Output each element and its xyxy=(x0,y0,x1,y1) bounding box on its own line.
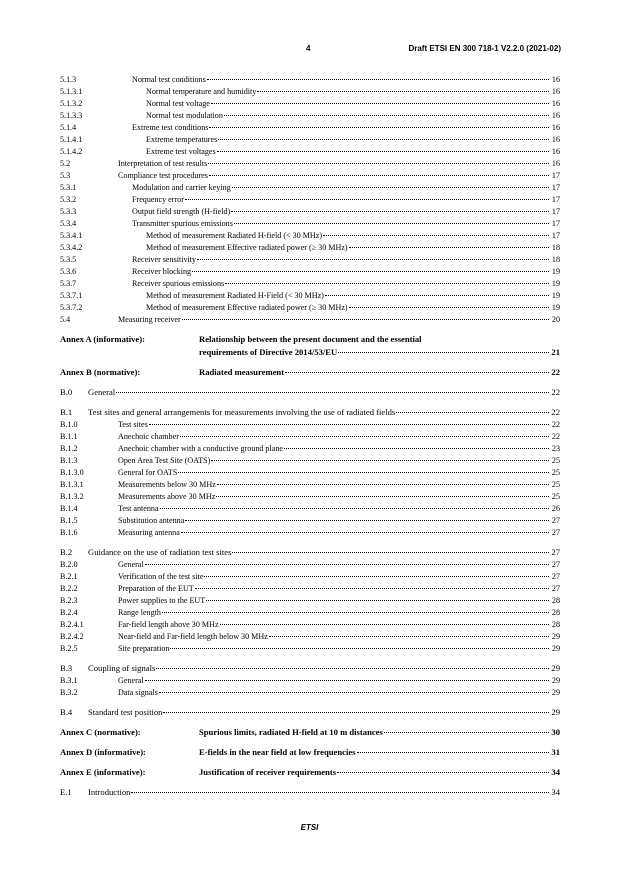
entry-title: Extreme temperatures xyxy=(146,135,218,144)
entry-title: Method of measurement Radiated H-field (< 30 MHz) xyxy=(146,231,323,240)
toc-entry-b2[interactable] xyxy=(60,546,560,559)
entry-title: Normal test conditions xyxy=(132,75,206,84)
entry-number: B.2.3 xyxy=(60,596,78,605)
toc-entry[interactable] xyxy=(60,242,560,254)
annex-c-page: 30 xyxy=(551,727,560,737)
entry-title: Frequency error xyxy=(132,195,184,204)
entry-number: 5.3.7.2 xyxy=(60,303,83,312)
entry-page: 25 xyxy=(551,480,560,489)
dot-leader xyxy=(206,600,549,601)
toc-entry[interactable] xyxy=(60,515,560,527)
entry-page: 17 xyxy=(551,207,560,216)
entry-title: Anechoic chamber with a conductive ground plane xyxy=(118,444,283,453)
toc-entry[interactable] xyxy=(60,583,560,595)
dot-leader xyxy=(149,424,549,425)
entry-page: 16 xyxy=(551,147,560,156)
entry-number: B.2.5 xyxy=(60,644,78,653)
entry-title: Method of measurement Radiated H-Field (< 30 MHz) xyxy=(146,291,324,300)
toc-entry[interactable] xyxy=(60,302,560,314)
entry-title: Range length xyxy=(118,608,161,617)
toc-annex-b[interactable] xyxy=(60,366,560,379)
entry-page: 29 xyxy=(551,707,560,717)
entry-page: 25 xyxy=(551,468,560,477)
entry-page: 29 xyxy=(551,688,560,697)
entry-number: B.2.4 xyxy=(60,608,78,617)
entry-page: 29 xyxy=(551,632,560,641)
entry-number: 5.3.4 xyxy=(60,219,77,228)
dot-leader xyxy=(257,91,549,92)
entry-title: Test antenna xyxy=(118,504,159,513)
annex-c-title: Spurious limits, radiated H-field at 10 m distances xyxy=(199,727,383,737)
toc-entry[interactable] xyxy=(60,206,560,218)
annex-a-title-line1: Relationship between the present document and the essential xyxy=(199,334,422,344)
entry-number: B.1.5 xyxy=(60,516,78,525)
dot-leader xyxy=(325,295,549,296)
toc-entry[interactable] xyxy=(60,687,560,699)
entry-page: 16 xyxy=(551,87,560,96)
toc-entry-b4[interactable] xyxy=(60,706,560,719)
entry-number: 5.1.3.2 xyxy=(60,99,83,108)
entry-number: B.1.4 xyxy=(60,504,78,513)
dot-leader xyxy=(163,712,549,713)
dot-leader xyxy=(208,163,549,164)
entry-page: 22 xyxy=(551,407,560,417)
dot-leader xyxy=(145,564,549,565)
entry-number: B.2.4.1 xyxy=(60,620,84,629)
dot-leader xyxy=(204,576,549,577)
toc-entry[interactable] xyxy=(60,607,560,619)
entry-page: 16 xyxy=(551,75,560,84)
dot-leader xyxy=(156,668,549,669)
toc-entry[interactable] xyxy=(60,98,560,110)
dot-leader xyxy=(225,283,549,284)
entry-number: 5.1.3.1 xyxy=(60,87,83,96)
entry-title: Guidance on the use of radiation test sites xyxy=(88,547,232,557)
entry-title: Test sites xyxy=(118,420,148,429)
entry-number: 5.2 xyxy=(60,159,71,168)
toc-entry[interactable] xyxy=(60,467,560,479)
entry-title: Extreme test voltages xyxy=(146,147,216,156)
toc-entry[interactable] xyxy=(60,218,560,230)
entry-page: 25 xyxy=(551,456,560,465)
entry-number: 5.3.4.1 xyxy=(60,231,83,240)
entry-number: B.4 xyxy=(60,707,73,717)
dot-leader xyxy=(232,187,549,188)
entry-number: 5.3.2 xyxy=(60,195,77,204)
entry-title: Modulation and carrier keying xyxy=(132,183,231,192)
toc-entry[interactable] xyxy=(60,527,560,539)
entry-page: 17 xyxy=(551,171,560,180)
table-of-contents xyxy=(60,74,560,799)
dot-leader xyxy=(178,472,549,473)
entry-page: 19 xyxy=(551,291,560,300)
entry-page: 20 xyxy=(551,315,560,324)
entry-title: Measurements below 30 MHz xyxy=(118,480,216,489)
entry-number: B.1.0 xyxy=(60,420,78,429)
toc-entry[interactable] xyxy=(60,86,560,98)
entry-number: 5.3 xyxy=(60,171,71,180)
entry-page: 23 xyxy=(551,444,560,453)
entry-title: Far-field length above 30 MHz xyxy=(118,620,219,629)
toc-entry[interactable] xyxy=(60,619,560,631)
entry-number: B.1.1 xyxy=(60,432,78,441)
entry-page: 16 xyxy=(551,99,560,108)
toc-entry[interactable] xyxy=(60,559,560,571)
entry-number: 5.1.4.1 xyxy=(60,135,83,144)
entry-title: Open Area Test Site (OATS) xyxy=(118,456,211,465)
annex-d-title: E-fields in the near field at low frequencies xyxy=(199,747,356,757)
toc-entry[interactable] xyxy=(60,431,560,443)
entry-title: Verification of the test site xyxy=(118,572,204,581)
dot-leader xyxy=(131,792,549,793)
toc-b1-subentries xyxy=(60,419,560,539)
entry-number: 5.1.4.2 xyxy=(60,147,83,156)
toc-entry[interactable] xyxy=(60,290,560,302)
dot-leader xyxy=(396,412,549,413)
dot-leader xyxy=(116,392,549,393)
toc-entry[interactable] xyxy=(60,110,560,122)
entry-number: B.2.4.2 xyxy=(60,632,84,641)
dot-leader xyxy=(218,139,549,140)
dot-leader xyxy=(217,484,549,485)
toc-annex-a[interactable] xyxy=(60,333,560,359)
dot-leader xyxy=(337,772,549,773)
entry-page: 17 xyxy=(551,195,560,204)
annex-c-number: Annex C (normative): xyxy=(60,727,141,737)
toc-entry[interactable] xyxy=(60,314,560,326)
entry-number: 5.3.7 xyxy=(60,279,77,288)
entry-page: 27 xyxy=(551,572,560,581)
annex-e-number: Annex E (informative): xyxy=(60,767,146,777)
entry-number: B.1.3 xyxy=(60,456,78,465)
dot-leader xyxy=(195,588,549,589)
entry-page: 16 xyxy=(551,135,560,144)
entry-page: 29 xyxy=(551,663,560,673)
annex-e-page: 34 xyxy=(551,767,560,777)
annex-a-number: Annex A (informative): xyxy=(60,334,145,344)
entry-title: Measuring antenna xyxy=(118,528,180,537)
entry-number: B.2.1 xyxy=(60,572,78,581)
entry-page: 17 xyxy=(551,231,560,240)
toc-entry[interactable] xyxy=(60,503,560,515)
entry-number: 5.1.4 xyxy=(60,123,77,132)
document-title: Draft ETSI EN 300 718-1 V2.2.0 (2021-02) xyxy=(408,44,561,53)
toc-entry[interactable] xyxy=(60,443,560,455)
toc-entry-b1[interactable] xyxy=(60,406,560,419)
entry-page: 16 xyxy=(551,159,560,168)
dot-leader xyxy=(323,235,549,236)
dot-leader xyxy=(224,115,549,116)
entry-page: 27 xyxy=(551,584,560,593)
entry-page: 19 xyxy=(551,279,560,288)
entry-number: B.1.6 xyxy=(60,528,78,537)
entry-number: B.3.2 xyxy=(60,688,78,697)
dot-leader xyxy=(180,436,549,437)
entry-page: 27 xyxy=(551,516,560,525)
annex-a-page: 21 xyxy=(551,347,560,357)
dot-leader xyxy=(234,223,549,224)
entry-title: Method of measurement Effective radiated power (≥ 30 MHz) xyxy=(146,303,348,312)
entry-number: B.1.3.1 xyxy=(60,480,84,489)
dot-leader xyxy=(160,508,549,509)
dot-leader xyxy=(211,103,549,104)
annex-d-page: 31 xyxy=(551,747,560,757)
entry-page: 22 xyxy=(551,420,560,429)
entry-page: 19 xyxy=(551,267,560,276)
entry-title: Preparation of the EUT xyxy=(118,584,194,593)
dot-leader xyxy=(197,259,549,260)
dot-leader xyxy=(269,636,549,637)
entry-number: E.1 xyxy=(60,787,72,797)
entry-title: Interpretation of test results xyxy=(118,159,208,168)
entry-number: B.1.3.0 xyxy=(60,468,84,477)
entry-page: 18 xyxy=(551,243,560,252)
entry-page: 16 xyxy=(551,123,560,132)
entry-title: Normal temperature and humidity xyxy=(146,87,257,96)
entry-title: Standard test position xyxy=(88,707,163,717)
annex-b-number: Annex B (normative): xyxy=(60,367,141,377)
annex-a-title-line2: requirements of Directive 2014/53/EU xyxy=(199,347,338,357)
toc-entry[interactable] xyxy=(60,571,560,583)
entry-number: 5.3.7.1 xyxy=(60,291,83,300)
entry-page: 34 xyxy=(551,787,560,797)
dot-leader xyxy=(170,648,549,649)
dot-leader xyxy=(185,520,549,521)
dot-leader xyxy=(231,211,549,212)
entry-number: 5.3.1 xyxy=(60,183,77,192)
entry-title: General xyxy=(88,387,116,397)
entry-page: 29 xyxy=(551,644,560,653)
dot-leader xyxy=(162,612,549,613)
annex-d-number: Annex D (informative): xyxy=(60,747,146,757)
dot-leader xyxy=(384,732,549,733)
entry-number: B.3.1 xyxy=(60,676,78,685)
entry-page: 27 xyxy=(551,560,560,569)
toc-b3-subentries xyxy=(60,675,560,699)
entry-title: Measuring receiver xyxy=(118,315,181,324)
entry-page: 28 xyxy=(551,608,560,617)
toc-entry[interactable] xyxy=(60,479,560,491)
toc-entry[interactable] xyxy=(60,182,560,194)
entry-title: Introduction xyxy=(88,787,131,797)
entry-title: Data signals xyxy=(118,688,158,697)
entry-page: 27 xyxy=(551,528,560,537)
annex-b-page: 22 xyxy=(551,367,560,377)
entry-number: B.3 xyxy=(60,663,73,673)
toc-entry-b0[interactable] xyxy=(60,386,560,399)
toc-entry[interactable] xyxy=(60,122,560,134)
entry-page: 26 xyxy=(551,504,560,513)
toc-entry[interactable] xyxy=(60,134,560,146)
entry-title: Output field strength (H-field) xyxy=(132,207,231,216)
entry-title: Extreme test conditions xyxy=(132,123,209,132)
dot-leader xyxy=(349,247,549,248)
toc-entry[interactable] xyxy=(60,419,560,431)
entry-title: Normal test modulation xyxy=(146,111,223,120)
entry-title: General for OATS xyxy=(118,468,178,477)
entry-page: 16 xyxy=(551,111,560,120)
toc-section-5 xyxy=(60,74,560,326)
toc-annex-d[interactable] xyxy=(60,746,560,759)
entry-number: B.1 xyxy=(60,407,73,417)
toc-entry-e1[interactable] xyxy=(60,786,560,799)
toc-entry[interactable] xyxy=(60,194,560,206)
entry-title: Normal test voltage xyxy=(146,99,210,108)
entry-title: Substitution antenna xyxy=(118,516,185,525)
dot-leader xyxy=(209,175,549,176)
toc-entry[interactable] xyxy=(60,158,560,170)
entry-number: 5.1.3 xyxy=(60,75,77,84)
toc-entry[interactable] xyxy=(60,643,560,655)
entry-page: 22 xyxy=(551,387,560,397)
entry-title: General xyxy=(118,560,144,569)
annex-e-title: Justification of receiver requirements xyxy=(199,767,337,777)
dot-leader xyxy=(207,79,549,80)
entry-number: B.2 xyxy=(60,547,73,557)
entry-number: 5.4 xyxy=(60,315,71,324)
dot-leader xyxy=(232,552,549,553)
entry-title: Receiver sensitivity xyxy=(132,255,197,264)
toc-b2-subentries xyxy=(60,559,560,655)
toc-entry[interactable] xyxy=(60,254,560,266)
entry-page: 19 xyxy=(551,303,560,312)
toc-annex-e[interactable] xyxy=(60,766,560,779)
toc-entry[interactable] xyxy=(60,146,560,158)
toc-annex-c[interactable] xyxy=(60,726,560,739)
entry-number: 5.3.6 xyxy=(60,267,77,276)
entry-title: Near-field and Far-field length below 30 MHz xyxy=(118,632,268,641)
entry-title: Power supplies to the EUT xyxy=(118,596,206,605)
entry-number: B.1.3.2 xyxy=(60,492,84,501)
entry-page: 17 xyxy=(551,219,560,228)
dot-leader xyxy=(349,307,549,308)
dot-leader xyxy=(220,624,549,625)
toc-entry[interactable] xyxy=(60,595,560,607)
entry-title: Test sites and general arrangements for measurements involving the use of radiated fields xyxy=(88,407,396,417)
entry-title: Measurements above 30 MHz xyxy=(118,492,216,501)
toc-entry[interactable] xyxy=(60,266,560,278)
annex-b-title: Radiated measurement xyxy=(199,367,285,377)
entry-title: Anechoic chamber xyxy=(118,432,179,441)
entry-title: Transmitter spurious emissions xyxy=(132,219,233,228)
entry-page: 27 xyxy=(551,547,560,557)
dot-leader xyxy=(216,496,549,497)
entry-page: 22 xyxy=(551,432,560,441)
entry-number: B.1.2 xyxy=(60,444,78,453)
entry-title: Receiver spurious emissions xyxy=(132,279,225,288)
dot-leader xyxy=(192,271,549,272)
dot-leader xyxy=(209,127,549,128)
footer-etsi: ETSI xyxy=(300,823,319,832)
dot-leader xyxy=(217,151,549,152)
toc-entry[interactable] xyxy=(60,491,560,503)
dot-leader xyxy=(145,680,549,681)
entry-page: 28 xyxy=(551,596,560,605)
toc-entry[interactable] xyxy=(60,631,560,643)
dot-leader xyxy=(357,752,549,753)
page-number: 4 xyxy=(306,44,311,53)
entry-title: Compliance test procedures xyxy=(118,171,208,180)
entry-page: 18 xyxy=(551,255,560,264)
toc-entry[interactable] xyxy=(60,170,560,182)
toc-entry[interactable] xyxy=(60,74,560,86)
toc-entry[interactable] xyxy=(60,675,560,687)
entry-page: 25 xyxy=(551,492,560,501)
entry-page: 29 xyxy=(551,676,560,685)
dot-leader xyxy=(159,692,549,693)
entry-number: 5.3.5 xyxy=(60,255,77,264)
dot-leader xyxy=(185,199,549,200)
toc-entry-b3[interactable] xyxy=(60,662,560,675)
entry-title: Coupling of signals xyxy=(88,663,156,673)
toc-entry[interactable] xyxy=(60,278,560,290)
dot-leader xyxy=(338,352,549,353)
entry-number: B.2.2 xyxy=(60,584,78,593)
entry-number: 5.3.4.2 xyxy=(60,243,83,252)
dot-leader xyxy=(181,532,549,533)
dot-leader xyxy=(284,448,549,449)
entry-number: B.0 xyxy=(60,387,73,397)
dot-leader xyxy=(211,460,549,461)
toc-entry[interactable] xyxy=(60,230,560,242)
toc-entry[interactable] xyxy=(60,455,560,467)
entry-page: 17 xyxy=(551,183,560,192)
dot-leader xyxy=(182,319,549,320)
entry-page: 28 xyxy=(551,620,560,629)
entry-number: 5.3.3 xyxy=(60,207,77,216)
entry-title: General xyxy=(118,676,144,685)
entry-title: Receiver blocking xyxy=(132,267,192,276)
dot-leader xyxy=(285,372,549,373)
entry-title: Site preparation xyxy=(118,644,170,653)
entry-number: B.2.0 xyxy=(60,560,78,569)
entry-number: 5.1.3.3 xyxy=(60,111,83,120)
entry-title: Method of measurement Effective radiated power (≥ 30 MHz) xyxy=(146,243,348,252)
